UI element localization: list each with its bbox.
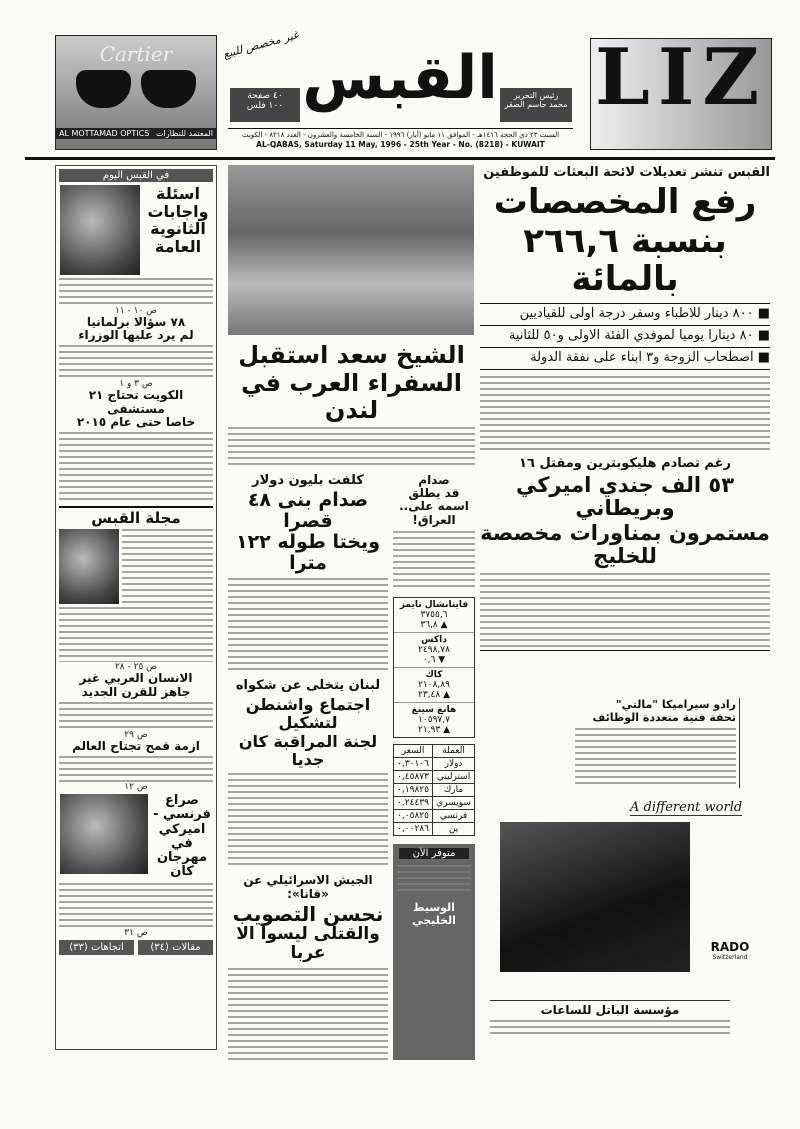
side-column bbox=[393, 473, 475, 1060]
market-item bbox=[394, 668, 474, 703]
saddam-story bbox=[228, 473, 388, 574]
gulf-kicker: رغم تصادم هليكوبترين ومقتل ١٦ bbox=[519, 455, 731, 471]
currency-table: العملة السعر دولار ٠,٣٠١٠٦ استرليني ٠,٤٥٨٧٣ مارك ٠,١٩٨٢٥ سويسري ٠,٢٤٤٣٩ فرنسي ٠,٠٥٨٢٥ ين ٠,٠٠٢٨٦ bbox=[393, 744, 475, 836]
middle-news-column bbox=[228, 342, 475, 1060]
lebanon-story bbox=[228, 678, 388, 768]
price-box bbox=[230, 88, 300, 122]
arab-headline-1: الانسان العربي غير bbox=[79, 671, 193, 686]
classified-ad bbox=[393, 844, 475, 1060]
exam-headline: اسئلة واجابات الثانوية العامة bbox=[147, 184, 209, 256]
market-item bbox=[394, 703, 474, 737]
classified-top: متوفر الآن bbox=[399, 848, 469, 859]
market-name: هانغ سينغ bbox=[411, 704, 457, 715]
gulf-headline-2: مستمرون بمناورات مخصصة للخليج bbox=[480, 520, 770, 569]
lebanon-kicker: لبنان يتخلى عن شكواه bbox=[235, 677, 381, 693]
page-ref: ص ٢٩ bbox=[124, 729, 148, 740]
rado-dealer bbox=[490, 1000, 730, 1038]
saad-story bbox=[228, 342, 475, 467]
saddam-side-story bbox=[393, 473, 475, 591]
sunglasses-image bbox=[56, 70, 216, 108]
lebanon-body bbox=[228, 773, 388, 865]
table-row: مارك ٠,١٩٨٢٥ bbox=[394, 783, 475, 796]
lead-kicker: القبس تنشر تعديلات لائحة البعثات للموظفين bbox=[483, 165, 770, 180]
cartier-shop-ar: المعتمد للنظارات bbox=[155, 129, 213, 138]
israel-body bbox=[228, 968, 388, 1060]
lead-story bbox=[480, 165, 770, 370]
rado-dealer-name: مؤسسة الباتل للساعات bbox=[540, 1003, 680, 1017]
hospitals-headline-2: خاصا حتى عام ٢٠١٥ bbox=[76, 414, 196, 429]
lebanon-headline-2: لجنة المراقبة كان جديا bbox=[238, 732, 378, 769]
lead-bullet: ■ ٨٠ دينارا يوميا لموفدي الفئة الاولى و٥٠ للثانية bbox=[480, 325, 770, 347]
saad-body bbox=[228, 427, 475, 467]
lead-bullet-text: ٨٠ دينارا يوميا لموفدي الفئة الاولى و٥٠ للثانية bbox=[508, 328, 754, 344]
classified-name: الوسيط الخليجي bbox=[412, 900, 456, 927]
market-change: ▲ ٢١,٩٣ bbox=[418, 724, 450, 735]
cartier-shop-en: AL MOTTAMAD OPTICS bbox=[59, 129, 150, 138]
arabic-dateline: السبت ٢٣ ذي الحجة ١٤١٦هـ - الموافق ١١ مايو (أيار) ١٩٩٦ - السنة الخامسة والعشرون - العدد ٨٢١٨ - الكويت bbox=[228, 128, 573, 139]
lead-bullet: ■ اصطحاب الزوجة و٣ ابناء على نفقة الدولة bbox=[480, 347, 770, 370]
market-item bbox=[394, 633, 474, 668]
liz-brand: LIZ bbox=[595, 32, 768, 123]
lead-bullets bbox=[480, 303, 770, 370]
table-row: استرليني ٠,٤٥٨٧٣ bbox=[394, 770, 475, 783]
table-row: فرنسي ٠,٠٥٨٢٥ bbox=[394, 809, 475, 822]
left-index-column bbox=[55, 165, 217, 1050]
page-count: ٤٠ صفحة bbox=[247, 91, 283, 101]
saddam-kicker: كلفت بليون دولار bbox=[252, 473, 364, 489]
page-ref: ص ١٢ bbox=[124, 782, 148, 792]
saddam-headline-1: صدام بنى ٤٨ قصرا bbox=[247, 489, 369, 533]
rado-subtitle: تحفة فنية متعددة الوظائف bbox=[592, 711, 736, 724]
middle-main-column bbox=[228, 473, 388, 1060]
markets-sidebar bbox=[393, 597, 475, 738]
in-today-header: في القبس اليوم bbox=[59, 169, 213, 182]
market-value: ٢٤٩٨,٧٨ bbox=[418, 644, 450, 655]
rado-ad-border bbox=[480, 650, 770, 651]
page-ref: ص ٣١ bbox=[124, 927, 148, 938]
saddam-side-headline: قد يطلق اسمه على.. العراق! bbox=[399, 486, 469, 527]
market-change: ▲ ٢٣,٤٨ bbox=[418, 689, 450, 700]
magazine-header: مجلة القبس bbox=[59, 506, 213, 527]
cartier-brand: Cartier bbox=[99, 42, 173, 66]
rado-slogan: A different world bbox=[630, 800, 743, 815]
rado-brand bbox=[700, 940, 760, 961]
gulf-headline-1: ٥٣ الف جندي اميركي وبريطاني bbox=[515, 472, 735, 520]
page-ref: ص ١٠ - ١١ bbox=[114, 306, 158, 316]
page-ref: ص ٢٥ - ٢٨ bbox=[114, 662, 158, 673]
lead-bullet: ■ ٨٠٠ دينار للاطباء وسفر درجة اولى للقياديين bbox=[480, 303, 770, 325]
market-change: ▲ ٣٦,٨ bbox=[420, 619, 448, 630]
saddam-body bbox=[228, 578, 388, 670]
arab-headline-2: جاهز للقرن الجديد bbox=[81, 684, 191, 699]
rado-country: Switzerland bbox=[712, 954, 748, 961]
table-row: سويسري ٠,٢٤٤٣٩ bbox=[394, 796, 475, 809]
editor-name: محمد جاسم الصقر bbox=[504, 100, 568, 109]
rado-title: رادو سيراميكا "مالتي" bbox=[615, 698, 736, 711]
table-row: ين ٠,٠٠٢٨٦ bbox=[394, 822, 475, 835]
trends-section-link[interactable]: اتجاهات (٣٣) bbox=[59, 940, 134, 955]
cartier-ad bbox=[55, 35, 217, 150]
market-value: ١٠٥٩٧,٧ bbox=[418, 714, 450, 725]
right-news-column bbox=[480, 165, 770, 647]
lead-bullet-text: ٨٠٠ دينار للاطباء وسفر درجة اولى للقياديين bbox=[519, 306, 754, 322]
newspaper-logo: القبس bbox=[302, 43, 498, 113]
lebanon-headline-1: اجتماع واشنطن لتشكيل bbox=[245, 694, 371, 732]
lead-headline-2: بنسبة ٢٦٦,٦ بالمائة bbox=[523, 221, 727, 299]
liz-ad bbox=[590, 32, 772, 150]
gulf-body bbox=[480, 573, 770, 647]
israel-headline-2: والقتلى ليسوا الا عربا bbox=[236, 924, 380, 964]
lead-headline-1: رفع المخصصات bbox=[493, 182, 757, 222]
table-row: دولار ٠,٣٠١٠٦ bbox=[394, 757, 475, 770]
saad-headline-2: السفراء العرب في لندن bbox=[241, 369, 462, 424]
saddam-side-kicker: صدام bbox=[418, 473, 450, 488]
saddam-headline-2: ويختا طوله ١٢٢ مترا bbox=[235, 530, 381, 574]
israel-headline-1: نحسن التصويب bbox=[232, 902, 384, 927]
market-name: كاك bbox=[425, 669, 443, 680]
market-value: ٣٧٥٥,٦ bbox=[420, 609, 448, 620]
magazine-photo bbox=[59, 529, 119, 604]
questions-headline-1: ٧٨ سؤالا برلمانيا bbox=[86, 315, 186, 329]
market-change: ▼ ٠,٦ bbox=[422, 654, 446, 665]
cannes-photo bbox=[60, 794, 148, 874]
editor-box bbox=[500, 88, 572, 122]
israel-kicker: الجيش الاسرائيلي عن «قانا»: bbox=[243, 873, 373, 902]
israel-story bbox=[228, 873, 388, 962]
editor-label: رئيس التحرير bbox=[513, 91, 559, 100]
market-value: ٢١٠٨,٨٩ bbox=[418, 679, 450, 690]
hospitals-headline-1: الكويت تحتاج ٢١ مستشفى bbox=[88, 388, 184, 416]
saad-headline-1: الشيخ سعد استقبل bbox=[238, 341, 465, 369]
lead-bullet-text: اصطحاب الزوجة و٣ ابناء على نفقة الدولة bbox=[530, 349, 754, 365]
price: ١٠٠ فلس bbox=[246, 101, 284, 111]
market-item bbox=[394, 598, 474, 633]
questions-headline-2: لم يرد عليها الوزراء bbox=[78, 328, 194, 343]
wheat-headline: ازمة قمح تجتاح العالم bbox=[72, 738, 200, 753]
page-ref: ص ٣ و ١ bbox=[119, 379, 153, 390]
masthead-rule bbox=[25, 157, 775, 160]
gulf-story bbox=[480, 456, 770, 568]
market-name: فاينانشال تايمز bbox=[399, 599, 469, 610]
exam-photo bbox=[60, 185, 140, 275]
rado-watch-image bbox=[500, 822, 690, 972]
ambassadors-photo bbox=[228, 165, 474, 335]
rado-text-box bbox=[575, 698, 740, 788]
not-for-sale-stamp: غير مخصص للبيع bbox=[221, 28, 301, 61]
lead-body bbox=[480, 376, 770, 450]
english-dateline: AL-QABAS, Saturday 11 May, 1996 - 25th Year - No. (8218) - KUWAIT bbox=[256, 140, 545, 149]
articles-section-link[interactable]: مقالات (٣٤) bbox=[138, 940, 213, 955]
cannes-headline: صراع فرنسي - اميركي في مهرجان كان bbox=[153, 793, 211, 880]
rado-logo: RADO bbox=[710, 940, 750, 954]
market-name: داكس bbox=[421, 634, 447, 645]
